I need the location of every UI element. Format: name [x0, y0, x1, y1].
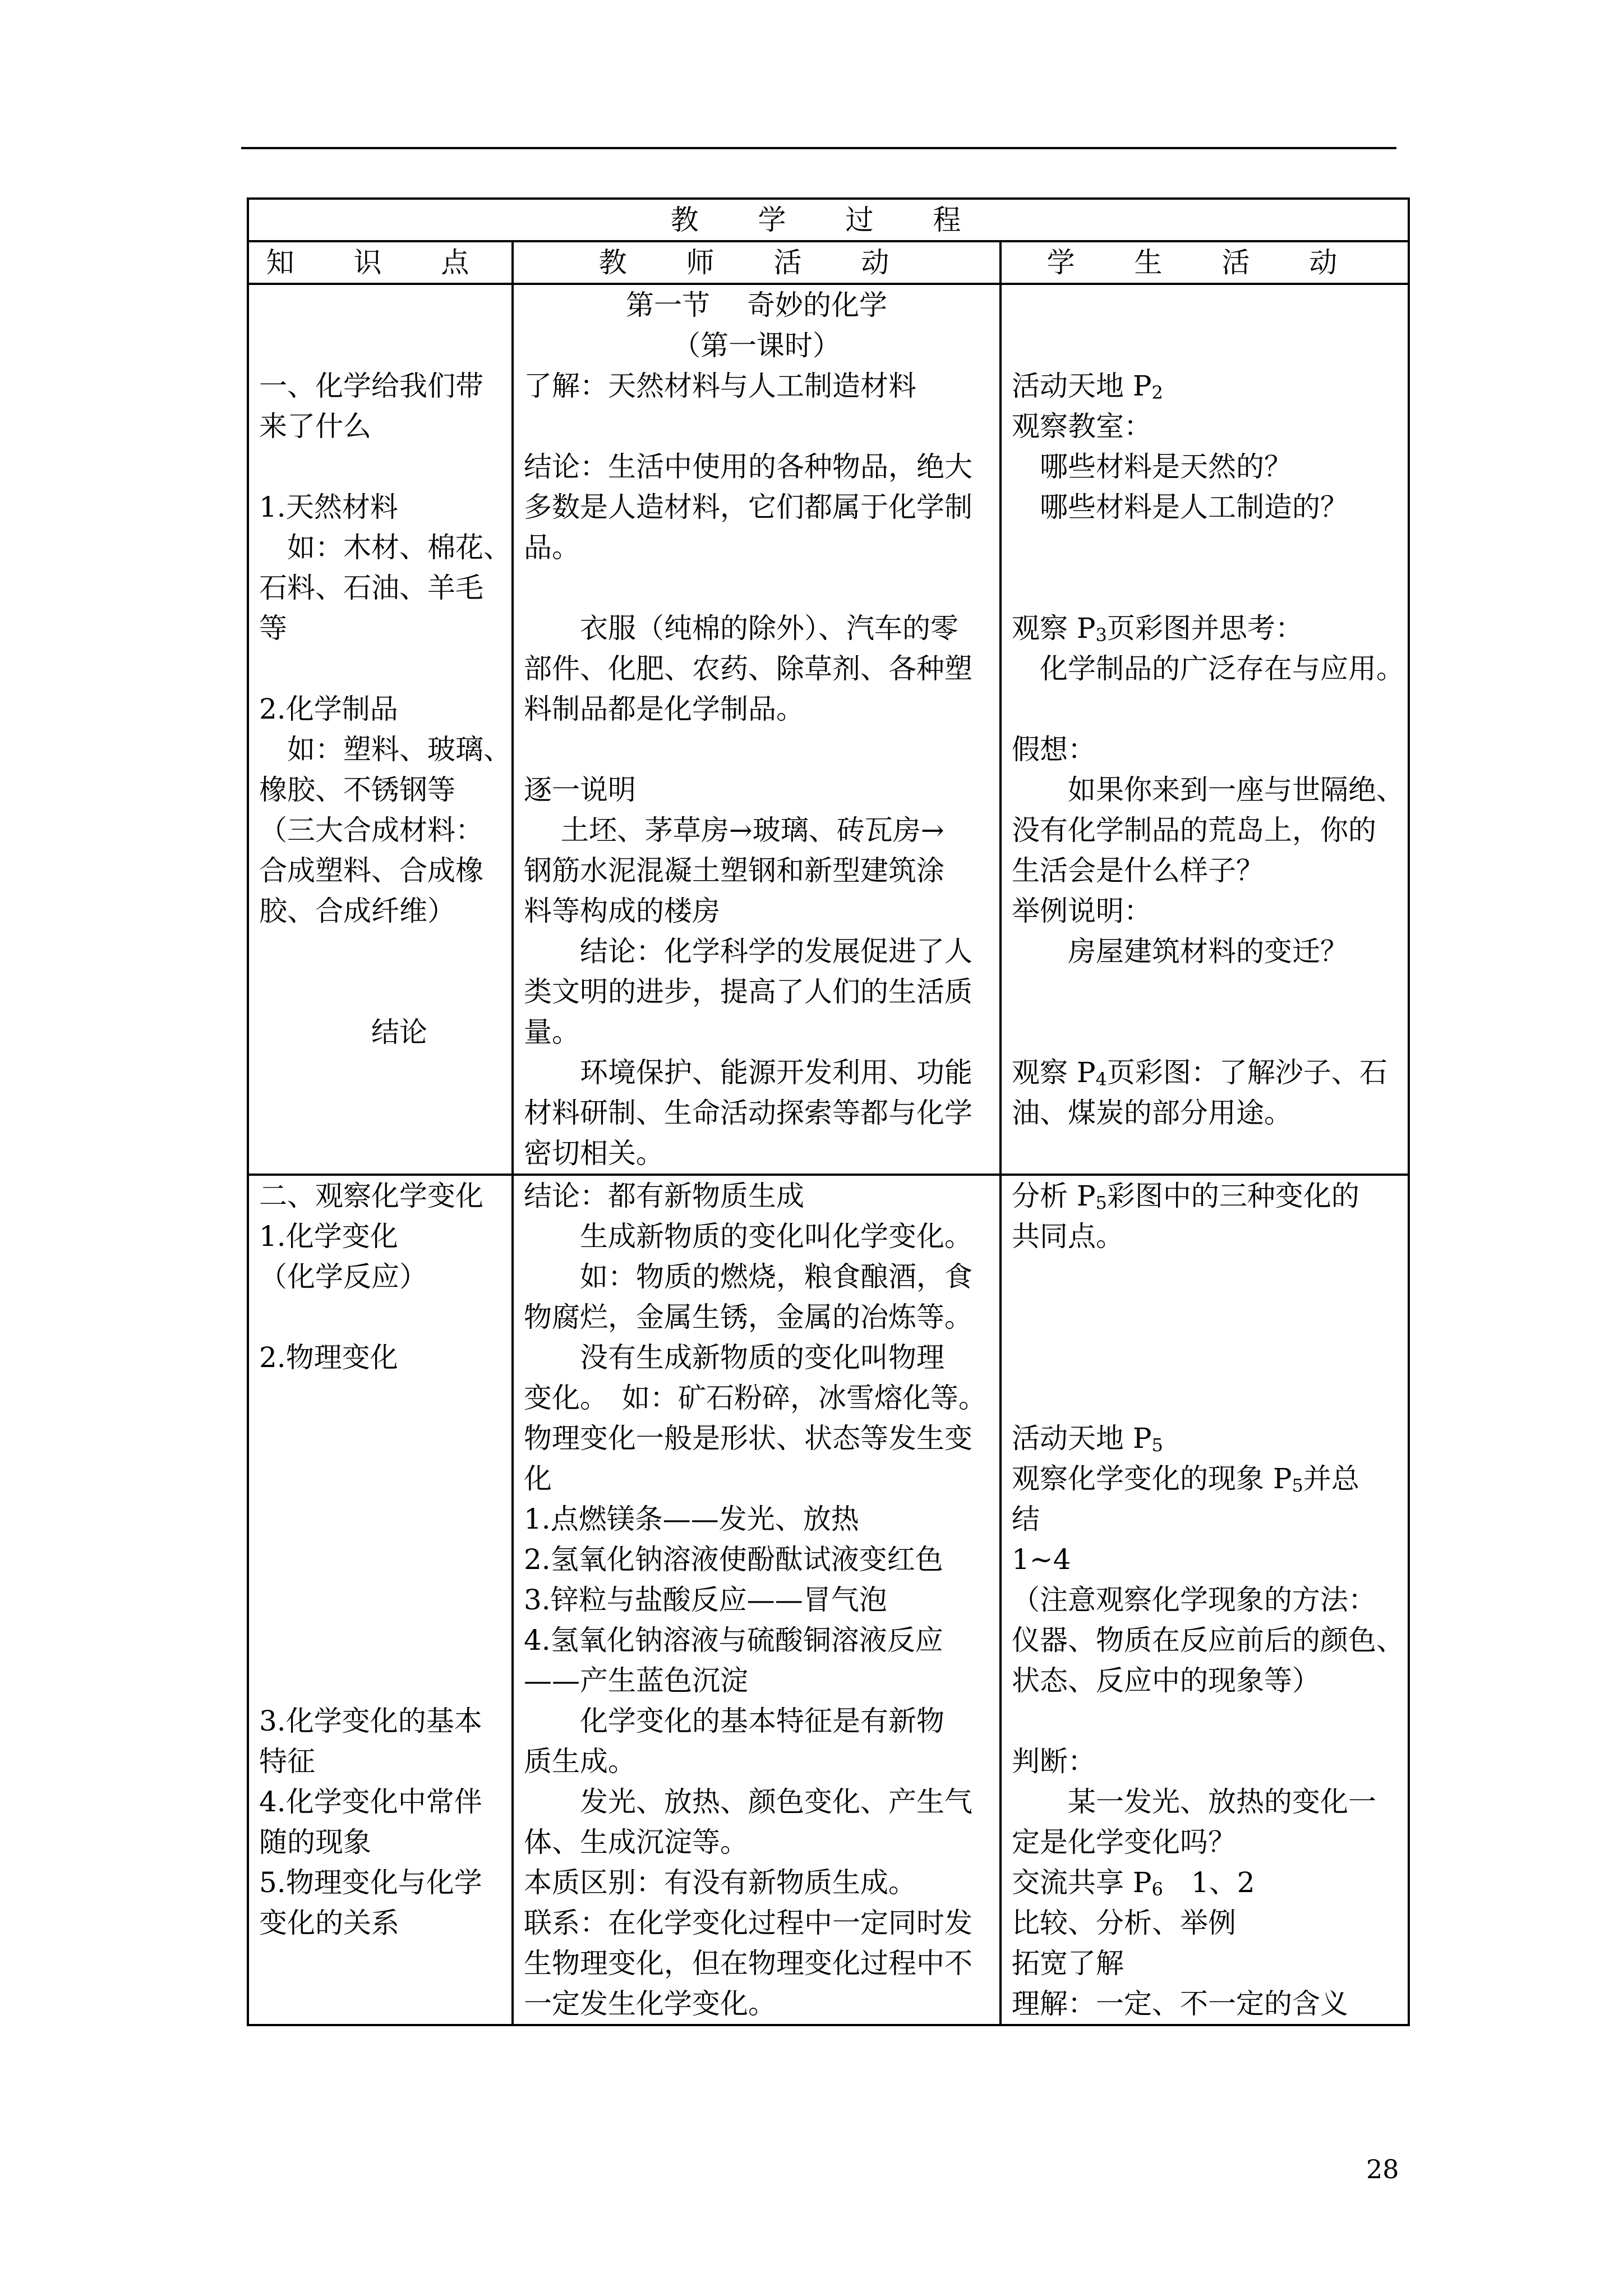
- text-line: 胶、合成纤维）: [259, 895, 455, 927]
- text-line: 等: [259, 612, 287, 645]
- text-line: 随的现象: [259, 1826, 371, 1858]
- table-row: [248, 1175, 1409, 2025]
- text-line: 联系：在化学变化过程中一定同时发: [524, 1907, 972, 1939]
- text-line: [259, 1458, 501, 1499]
- text-line: 状态、反应中的现象等）: [1012, 1664, 1320, 1697]
- text-line: [259, 1418, 501, 1458]
- text-line: [259, 1660, 501, 1701]
- text-line: 来了什么: [259, 410, 371, 443]
- text-line: 比较、分析、举例: [1012, 1907, 1236, 1939]
- text-line: 交流共享 $P_6$ 1、2: [1012, 1866, 1255, 1900]
- text-line: 2.氢氧化钠溶液使酚酞试液变红色: [524, 1543, 943, 1576]
- table-title: 教 学 过 程: [248, 199, 1409, 241]
- section2-student: [1000, 1175, 1409, 2025]
- text-line: 观察 $P_3$页彩图并思考：: [1012, 612, 1303, 646]
- text-line: [1012, 1012, 1398, 1052]
- text-line: 某一发光、放热的变化一: [1012, 1786, 1376, 1818]
- text-line: 理解：一定、不一定的含义: [1012, 1987, 1348, 2020]
- table-title-row: [248, 199, 1409, 241]
- text-line: 生物理变化，但在物理变化过程中不: [524, 1947, 972, 1980]
- text-line: 密切相关。: [524, 1137, 664, 1170]
- text-line: 逐一说明: [524, 774, 636, 806]
- text-line: 化学变化的基本特征是有新物: [524, 1705, 944, 1737]
- text-line: 1.化学变化: [259, 1220, 398, 1253]
- text-line: 钢筋水泥混凝土塑钢和新型建筑涂: [524, 854, 944, 887]
- text-line: 1.天然材料: [259, 491, 398, 523]
- text-line: 二、观察化学变化: [259, 1180, 483, 1212]
- section2-teacher: [513, 1175, 1000, 2025]
- text-line: 1~4: [1012, 1543, 1071, 1576]
- text-line: 结论：化学科学的发展促进了人: [524, 935, 972, 968]
- text-line: 石料、石油、羊毛: [259, 572, 483, 604]
- text-line: 仪器、物质在反应前后的颜色、: [1012, 1624, 1404, 1657]
- text-line: 类文明的进步，提高了人们的生活质: [524, 976, 972, 1008]
- text-line: [259, 1620, 501, 1660]
- text-line: 生活会是什么样子？: [1012, 854, 1264, 887]
- text-line: （三大合成材料：: [259, 814, 483, 846]
- text-line: [524, 729, 989, 770]
- text-line: [1012, 689, 1398, 729]
- text-line: 发光、放热、颜色变化、产生气: [524, 1786, 972, 1818]
- text-line: 了解：天然材料与人工制造材料: [524, 370, 916, 402]
- text-line: [1012, 1337, 1398, 1378]
- text-line: 料制品都是化学制品。: [524, 693, 804, 725]
- text-line: 哪些材料是天然的？: [1012, 450, 1292, 483]
- text-line: 多数是人造材料，它们都属于化学制: [524, 491, 972, 523]
- text-line: 2.化学制品: [259, 693, 398, 725]
- text-line: 化学制品的广泛存在与应用。: [1012, 652, 1404, 685]
- text-line: [259, 972, 501, 1012]
- section1-student: [1000, 284, 1409, 1175]
- page-number: 28: [1366, 2154, 1399, 2184]
- text-line: [259, 648, 501, 689]
- text-line: 活动天地 $P_5$: [1012, 1422, 1163, 1456]
- text-line: 变化。 如：矿石粉碎，冰雪熔化等。: [524, 1382, 986, 1414]
- text-line: 本质区别：有没有新物质生成。: [524, 1866, 916, 1899]
- text-line: [259, 1499, 501, 1539]
- text-line: 物腐烂，金属生锈，金属的冶炼等。: [524, 1301, 972, 1333]
- text-line: [524, 406, 989, 447]
- text-line: 分析 $P_5$彩图中的三种变化的: [1012, 1180, 1359, 1213]
- text-line: 材料研制、生命活动探索等都与化学: [524, 1097, 972, 1129]
- text-line: 变化的关系: [259, 1907, 399, 1939]
- text-line: 5.物理变化与化学: [259, 1866, 482, 1899]
- text-line: 3.锌粒与盐酸反应——冒气泡: [524, 1584, 887, 1616]
- text-line: 观察教室：: [1012, 410, 1152, 443]
- text-line: 质生成。: [524, 1745, 636, 1778]
- text-line: 如：物质的燃烧，粮食酿酒，食: [524, 1260, 972, 1293]
- text-line: 油、煤炭的部分用途。: [1012, 1097, 1292, 1129]
- section1-teacher: [513, 284, 1000, 1175]
- text-line: [259, 1378, 501, 1418]
- text-line: 特征: [259, 1745, 315, 1778]
- text-line: 体、生成沉淀等。: [524, 1826, 748, 1858]
- lesson-title: 第一节 奇妙的化学: [626, 289, 887, 321]
- table-header-row: [248, 241, 1409, 284]
- text-line: 化: [524, 1462, 552, 1495]
- text-line: 如果你来到一座与世隔绝、: [1012, 774, 1404, 806]
- text-line: [259, 1539, 501, 1580]
- text-line: 结论：都有新物质生成: [524, 1180, 804, 1212]
- text-line: 品。: [524, 531, 580, 564]
- text-line: 没有化学制品的荒岛上，你的: [1012, 814, 1376, 846]
- text-line: 料等构成的楼房: [524, 895, 720, 927]
- text-line: [524, 568, 989, 608]
- text-line: [259, 447, 501, 487]
- text-line: 环境保护、能源开发利用、功能: [524, 1056, 972, 1089]
- lesson-subtitle: （第一课时）: [672, 329, 841, 362]
- header-teacher: 教 师 活 动: [513, 241, 1000, 284]
- text-line: 部件、化肥、农药、除草剂、各种塑: [524, 652, 972, 685]
- text-line: 如：木材、棉花、: [259, 531, 511, 564]
- text-line: 哪些材料是人工制造的？: [1012, 491, 1348, 523]
- table-row: [248, 284, 1409, 1175]
- lesson-table: [247, 197, 1410, 2026]
- text-line: [1012, 568, 1398, 608]
- text-line: 土坯、茅草房→玻璃、砖瓦房→: [524, 814, 944, 846]
- text-line: 观察 $P_4$页彩图：了解沙子、石: [1012, 1056, 1387, 1090]
- text-line: 一、化学给我们带: [259, 370, 483, 402]
- text-line: （注意观察化学现象的方法：: [1012, 1584, 1376, 1616]
- text-line: 1.点燃镁条——发光、放热: [524, 1503, 859, 1535]
- text-line: [1012, 527, 1398, 568]
- text-line: 共同点。: [1012, 1220, 1124, 1253]
- text-line: 4.氢氧化钠溶液与硫酸铜溶液反应: [524, 1624, 943, 1657]
- text-line: 结论：生活中使用的各种物品，绝大: [524, 450, 972, 483]
- text-line: 举例说明：: [1012, 895, 1152, 927]
- text-line: 衣服（纯棉的除外）、汽车的零: [524, 612, 958, 645]
- text-line: 物理变化一般是形状、状态等发生变: [524, 1422, 972, 1455]
- text-line: （化学反应）: [259, 1260, 427, 1293]
- text-line: [1012, 1701, 1398, 1741]
- text-line: [1012, 1378, 1398, 1418]
- text-line: 量。: [524, 1016, 580, 1048]
- text-line: 如：塑料、玻璃、: [259, 733, 511, 766]
- text-line: [259, 1580, 501, 1620]
- text-line: [1012, 1257, 1398, 1297]
- text-line: ——产生蓝色沉淀: [524, 1664, 748, 1697]
- text-line: 2.物理变化: [259, 1341, 398, 1374]
- header-student: 学 生 活 动: [1000, 241, 1409, 284]
- text-line: [259, 1297, 501, 1337]
- section1-knowledge: [248, 284, 513, 1175]
- text-line: 房屋建筑材料的变迁？: [1012, 935, 1348, 968]
- text-line: 假想：: [1012, 733, 1096, 766]
- text-line: 活动天地 $P_2$: [1012, 370, 1163, 403]
- text-line: [259, 931, 501, 972]
- text-line: [1012, 972, 1398, 1012]
- text-line: 3.化学变化的基本: [259, 1705, 482, 1737]
- text-line: 一定发生化学变化。: [524, 1987, 776, 2020]
- text-line: 生成新物质的变化叫化学变化。: [524, 1220, 972, 1253]
- text-line: 没有生成新物质的变化叫物理: [524, 1341, 944, 1374]
- text-line: [1012, 1297, 1398, 1337]
- text-line: 橡胶、不锈钢等: [259, 774, 455, 806]
- text-line: 判断：: [1012, 1745, 1096, 1778]
- header-knowledge: 知 识 点: [248, 241, 513, 284]
- text-line: 定是化学变化吗？: [1012, 1826, 1236, 1858]
- section2-knowledge: [248, 1175, 513, 2025]
- text-line: 观察化学变化的现象 $P_5$并总: [1012, 1462, 1359, 1496]
- text-line: 4.化学变化中常伴: [259, 1786, 482, 1818]
- text-line: 结论: [259, 1016, 427, 1048]
- text-line: 结: [1012, 1503, 1040, 1535]
- text-line: 拓宽了解: [1012, 1947, 1124, 1980]
- text-line: 合成塑料、合成橡: [259, 854, 483, 887]
- header-rule: [241, 147, 1396, 149]
